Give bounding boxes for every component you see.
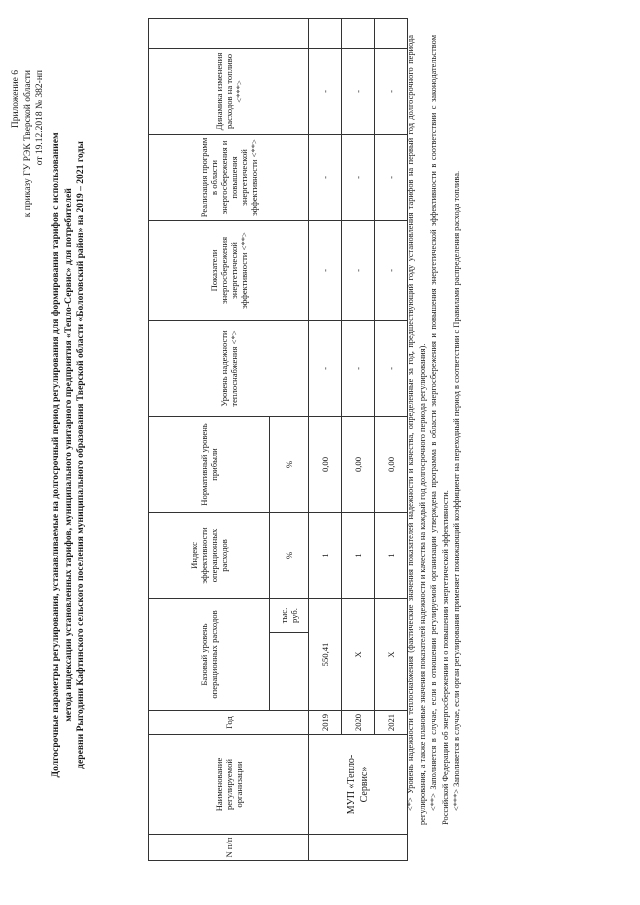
cell-base: Х <box>342 598 375 710</box>
header-year: Год <box>149 711 309 735</box>
cell-energy: - <box>375 220 408 320</box>
document-title <box>50 75 88 835</box>
cell-reliability: - <box>342 320 375 416</box>
cell-year: 2020 <box>342 711 375 735</box>
title-line-3: деревни Рыгодини Кафтинского сельского поселения муниципального образования Тверской области «Бологовский район» на 2019 – 2021 годы <box>75 141 86 769</box>
unit-profit: % <box>270 416 309 512</box>
row-num <box>309 835 408 861</box>
units-spacer <box>270 633 309 711</box>
cell-index: 1 <box>375 512 408 598</box>
cell-program: - <box>309 134 342 220</box>
footnote-reliability: <*> Уровень надежности теплоснабжения (фактические значения показателей надежности и качества, определенные за год, предшествующий году установления тарифов на первый год долгосрочного периода регулирования, а также плановые значения показателей надежности и качества на каждый год долгосрочного периода регулирования). <box>406 35 427 825</box>
order-date: от 19.12.2018 № 382-нп <box>35 70 45 166</box>
cell-reliability: - <box>309 320 342 416</box>
header-fuel: Динамика изменения расходов на топливо <***> <box>149 48 309 134</box>
title-line-1: Долгосрочные параметры регулирования, устанавливаемые на долгосрочный период регулирования для формирования тарифов с использованием <box>50 132 61 778</box>
cell-index: 1 <box>309 512 342 598</box>
table-header-row <box>149 18 270 860</box>
header-index: Индекс эффективности операционных расходов <box>149 512 270 598</box>
header-energy: Показатели энергосбережения энергетической эффективности <**> <box>149 220 309 320</box>
table-row <box>375 18 408 860</box>
title-line-2: метода индексации установленных тарифов, муниципального унитарного предприятия «Тепло-Сервис» для потребителей <box>62 188 74 722</box>
cell-energy: - <box>342 220 375 320</box>
cell-index: 1 <box>342 512 375 598</box>
cell-profit: 0,00 <box>342 416 375 512</box>
header-reliability: Уровень надежности теплоснабжения <*> <box>149 320 309 416</box>
cell-reliability: - <box>375 320 408 416</box>
cell-year: 2021 <box>375 711 408 735</box>
cell-profit: 0,00 <box>375 416 408 512</box>
org-name: МУП «Тепло-Сервис» <box>309 735 408 835</box>
cell-fuel: - <box>342 48 375 134</box>
unit-base: тыс. руб. <box>270 598 309 632</box>
cell-empty <box>309 18 342 48</box>
footnote-fuel: <***> Заполняется в случае, если орган регулирования применяет понижающий коэффициент на переходный период в соответствии с Правилами распределения расхода топлива. <box>452 170 461 811</box>
appendix-label: Приложение 6 <box>11 70 21 129</box>
table-row <box>309 18 342 860</box>
cell-empty <box>342 18 375 48</box>
cell-energy: - <box>309 220 342 320</box>
header-program: Реализация программ в области энергосбережения и повышения энергетической эффективности <**> <box>149 134 309 220</box>
header-base: Базовый уровень операционных расходов <box>149 598 270 710</box>
cell-fuel: - <box>375 48 408 134</box>
cell-program: - <box>342 134 375 220</box>
cell-profit: 0,00 <box>309 416 342 512</box>
footnotes <box>405 35 463 825</box>
header-profit: Нормативный уровень прибыли <box>149 416 270 512</box>
footnote-energy: <**> Заполняется в случае, если в отношении регулируемой организации утверждена программа в области энергосбережения и повышения энергетической эффективности в соответствии с законодательством Российской Федерации об энергосбережении и о повышении энергетической эффективности. <box>429 35 450 825</box>
unit-index: % <box>270 512 309 598</box>
header-num: N п/п <box>149 835 309 861</box>
cell-year: 2019 <box>309 711 342 735</box>
cell-empty <box>375 18 408 48</box>
header-empty <box>149 18 309 48</box>
cell-base: Х <box>375 598 408 710</box>
parameters-table <box>148 18 408 861</box>
cell-program: - <box>375 134 408 220</box>
table-row <box>342 18 375 860</box>
cell-fuel: - <box>309 48 342 134</box>
header-org: Наименование регулируемой организации <box>149 735 309 835</box>
cell-base: 550,41 <box>309 598 342 710</box>
order-reference: к приказу ГУ РЭК Тверской области <box>23 70 33 218</box>
